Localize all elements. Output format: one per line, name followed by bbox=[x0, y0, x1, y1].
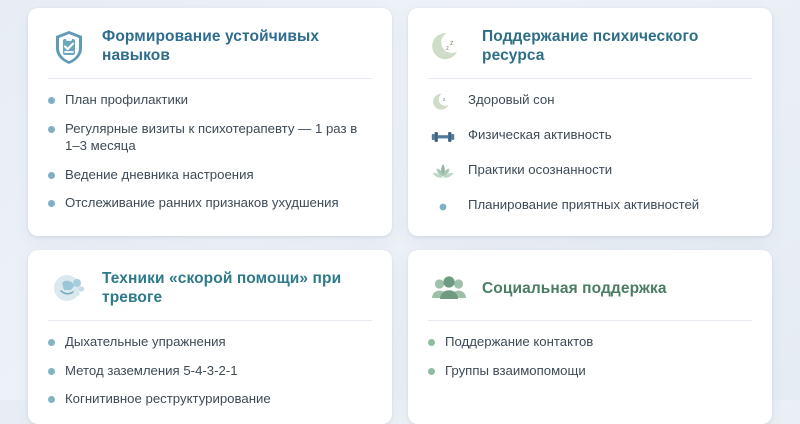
card-mental-resource bbox=[408, 8, 772, 236]
card-social-support-title: Социальная поддержка bbox=[482, 279, 667, 297]
cards-grid bbox=[28, 8, 772, 424]
people-group-icon bbox=[428, 268, 470, 310]
card-social-support-list bbox=[428, 333, 752, 379]
card-skills-header bbox=[48, 26, 372, 79]
list-item bbox=[48, 91, 372, 109]
list-item bbox=[48, 333, 372, 351]
list-item-label: План профилактики bbox=[65, 92, 188, 107]
list-item-label: Регулярные визиты к психотерапевту — 1 раз в 1–3 месяца bbox=[65, 120, 358, 154]
list-item bbox=[428, 362, 752, 380]
list-item bbox=[428, 161, 752, 185]
card-skills-list bbox=[48, 91, 372, 212]
moon-sleep-icon bbox=[428, 89, 458, 115]
list-item-label: Дыхательные упражнения bbox=[65, 334, 226, 349]
card-mental-resource-list bbox=[428, 91, 752, 220]
bullet-icon bbox=[428, 339, 435, 346]
card-skills bbox=[28, 8, 392, 236]
list-item-label: Практики осознанности bbox=[468, 162, 613, 177]
svg-text:z: z bbox=[443, 97, 446, 103]
list-item-label: Когнитивное реструктурирование bbox=[65, 391, 271, 407]
list-item-label: Поддержание контактов bbox=[445, 334, 594, 349]
list-item bbox=[48, 362, 372, 380]
bullet-icon bbox=[48, 368, 55, 375]
list-item-label: Ведение дневника настроения bbox=[65, 166, 254, 182]
list-item-label: Отслеживание ранних признаков ухудшения bbox=[65, 195, 339, 211]
list-item bbox=[428, 91, 752, 115]
list-item-label: Физическая активность bbox=[468, 127, 612, 142]
card-anxiety-techniques bbox=[28, 250, 392, 424]
bullet-icon bbox=[48, 126, 55, 133]
moon-sleep-icon bbox=[428, 26, 470, 68]
list-item-label: Здоровый сон bbox=[468, 92, 555, 107]
card-social-support-header bbox=[428, 268, 752, 321]
svg-text:z: z bbox=[450, 40, 454, 47]
list-item-label: Планирование приятных активностей bbox=[468, 197, 700, 212]
bullet-icon bbox=[428, 368, 435, 375]
bullet-icon bbox=[48, 97, 55, 104]
list-item bbox=[48, 194, 372, 212]
list-item bbox=[428, 196, 752, 220]
list-item-label: Группы взаимопомощи bbox=[445, 362, 586, 378]
breathing-head-icon bbox=[48, 268, 90, 310]
list-item bbox=[48, 166, 372, 184]
bullet-icon bbox=[48, 339, 55, 346]
card-skills-title: Формирование устойчивых навыков bbox=[102, 28, 320, 64]
card-mental-resource-header bbox=[428, 26, 752, 79]
shield-check-icon bbox=[48, 26, 90, 68]
list-item bbox=[428, 333, 752, 351]
bullet-icon bbox=[428, 194, 458, 220]
bullet-icon bbox=[48, 172, 55, 179]
svg-text:z: z bbox=[446, 46, 449, 52]
card-mental-resource-title: Поддержание психического ресурса bbox=[482, 28, 699, 64]
card-anxiety-techniques-list bbox=[48, 333, 372, 408]
card-anxiety-techniques-title: Техники «скорой помощи» при тревоге bbox=[102, 270, 342, 306]
list-item bbox=[48, 120, 372, 155]
bullet-icon bbox=[48, 200, 55, 207]
lotus-icon bbox=[428, 159, 458, 185]
card-social-support bbox=[408, 250, 772, 424]
list-item bbox=[48, 390, 372, 408]
dumbbell-icon bbox=[428, 124, 458, 150]
list-item-label: Метод заземления 5-4-3-2-1 bbox=[65, 362, 238, 378]
card-anxiety-techniques-header bbox=[48, 268, 372, 321]
list-item bbox=[428, 126, 752, 150]
